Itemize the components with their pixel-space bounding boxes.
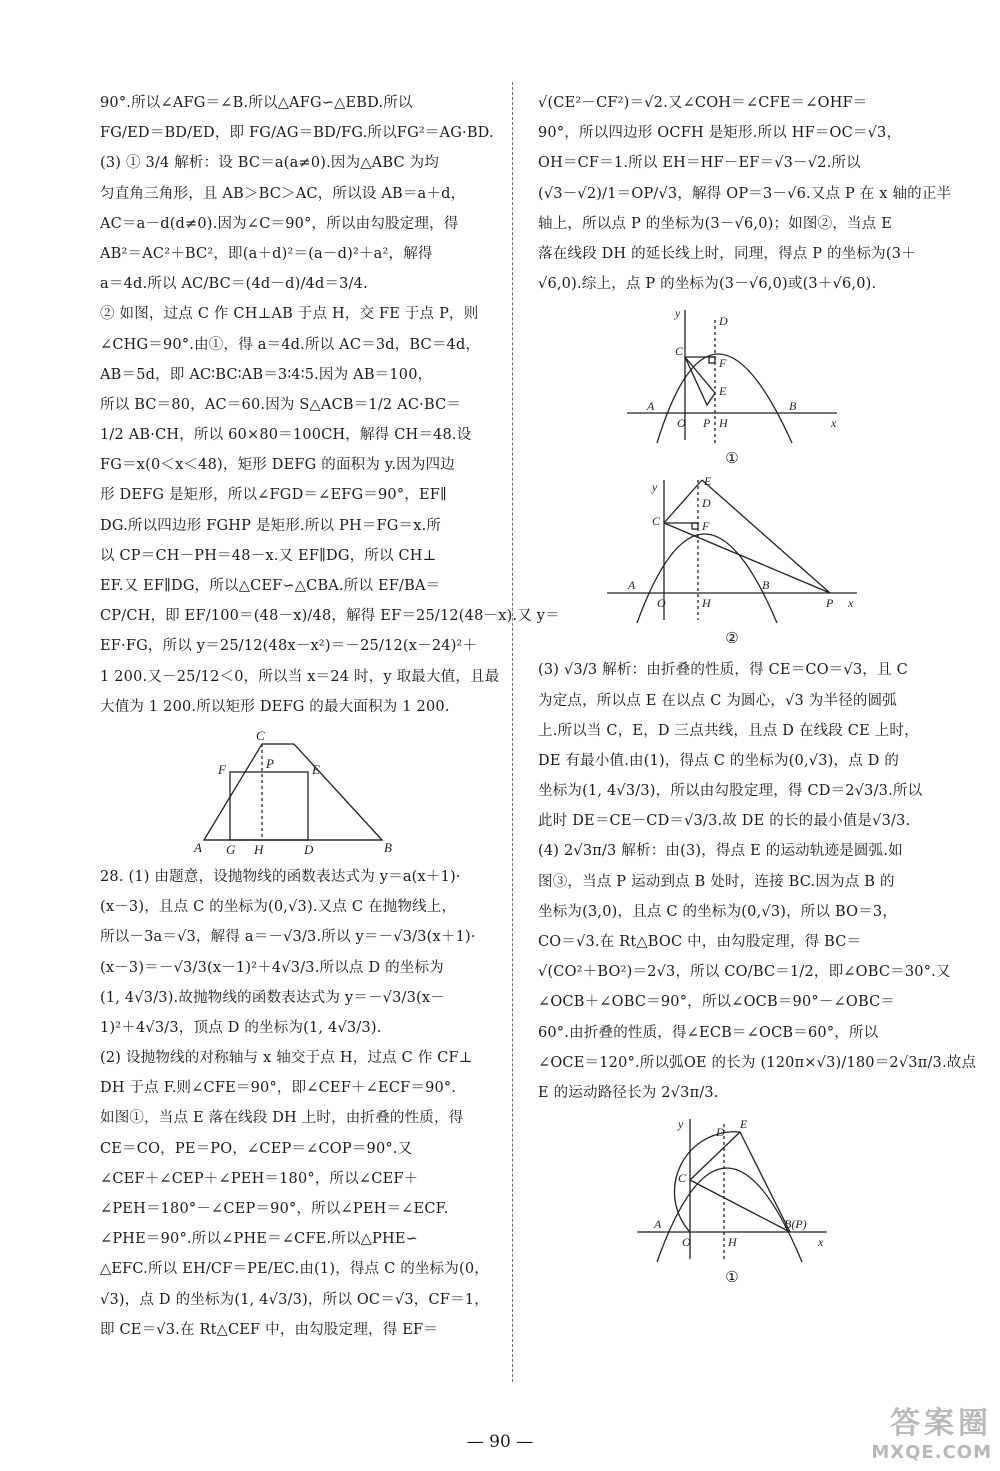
- svg-text:x: x: [818, 1235, 824, 1250]
- text-line: DG.所以四边形 FGHP 是矩形.所以 PH＝FG＝x.所: [100, 517, 442, 534]
- svg-text:y: y: [678, 1117, 684, 1132]
- text-line: 所以－3a＝√3，解得 a＝－√3/3.所以 y＝－√3/3(x＋1)·: [100, 929, 476, 946]
- figure-3-label: ①: [725, 1268, 739, 1287]
- text-line: (√3－√2)/1＝OP/√3，解得 OP＝3－√6.又点 P 在 x 轴的正半: [538, 185, 952, 202]
- text-line: CP/CH，即 EF/100＝(48－x)/48，解得 EF＝25/12(48－x).又 y＝: [100, 608, 560, 625]
- left-text-block-a: [100, 88, 560, 722]
- text-line: 上.所以当 C，E，D 三点共线，且点 D 在线段 CE 上时，: [538, 722, 919, 739]
- svg-text:C: C: [652, 514, 661, 529]
- text-line: (2) 设抛物线的对称轴与 x 轴交于点 H，过点 C 作 CF⊥: [100, 1050, 473, 1067]
- svg-text:H: H: [728, 1235, 737, 1250]
- figure-2: [602, 475, 862, 625]
- text-line: 匀直角三角形，且 AB＞BC＞AC，所以设 AB＝a＋d，: [100, 185, 466, 202]
- text-line: 90°，所以四边形 OCFH 是矩形.所以 HF＝OC＝√3，: [538, 125, 902, 142]
- text-line: ∠OCB＋∠OBC＝90°，所以∠OCB＝90°－∠OBC＝: [538, 994, 896, 1011]
- text-line: (x－3)＝－√3/3(x－1)²＋4√3/3.所以点 D 的坐标为: [100, 959, 444, 976]
- text-line: 坐标为(1, 4√3/3)，所以由勾股定理，得 CD＝2√3/3.所以: [538, 783, 923, 800]
- svg-text:H: H: [702, 596, 711, 611]
- label-F: F: [218, 761, 226, 777]
- text-line: (3) ① 3/4 解析：设 BC＝a(a≠0).因为△ABC 为均: [100, 155, 439, 172]
- svg-text:y: y: [675, 306, 681, 321]
- left-text-block-b: [100, 862, 488, 1345]
- text-line: 图③，当点 P 运动到点 B 处时，连接 BC.因为点 B 的: [538, 873, 895, 890]
- text-line: ∠PEH＝180°－∠CEP＝90°，所以∠PEH＝∠ECF.: [100, 1201, 449, 1217]
- text-line: 形 DEFG 是矩形，所以∠FGD＝∠EFG＝90°，EF∥: [100, 487, 447, 504]
- svg-text:D: D: [702, 496, 711, 511]
- text-line: 1 200.又－25/12＜0，所以当 x＝24 时，y 取最大值，且最: [100, 668, 500, 685]
- text-line: AC＝a－d(d≠0).因为∠C＝90°，所以由勾股定理，得: [100, 215, 459, 232]
- column-divider: [512, 82, 513, 1382]
- text-line: ∠CHG＝90°.由①，得 a＝4d.所以 AC＝3d，BC＝4d，: [100, 336, 481, 353]
- text-line: FG＝x(0＜x＜48)，矩形 DEFG 的面积为 y.因为四边: [100, 457, 455, 474]
- text-line: 1/2 AB·CH，所以 60×80＝100CH，解得 CH＝48.设: [100, 427, 472, 444]
- svg-text:P: P: [826, 596, 834, 611]
- text-line: √3)，点 D 的坐标为(1, 4√3/3)，所以 OC＝√3，CF＝1，: [100, 1291, 489, 1308]
- text-line: ∠OCE＝120°.所以弧OE 的长为 (120π×√3)/180＝2√3π/3.故点: [538, 1054, 977, 1071]
- text-line: (3) √3/3 解析：由折叠的性质，得 CE＝CO＝√3，且 C: [538, 662, 908, 679]
- text-line: FG/ED＝BD/ED，即 FG/AG＝BD/FG.所以FG²＝AG·BD.: [100, 125, 494, 142]
- text-line: ② 如图，过点 C 作 CH⊥AB 于点 H，交 FE 于点 P，则: [100, 306, 479, 323]
- text-line: E 的运动路径长为 2√3π/3.: [538, 1084, 719, 1101]
- watermark-url: MXQE.COM: [871, 1442, 992, 1463]
- svg-text:F: F: [702, 519, 710, 534]
- parabola-diagram-3: [632, 1114, 832, 1264]
- svg-text:y: y: [652, 480, 658, 495]
- text-line: 以 CP＝CH－PH＝48－x.又 EF∥DG，所以 CH⊥: [100, 547, 437, 564]
- right-text-block-b: [538, 655, 977, 1108]
- trapezoid-figure: [194, 728, 394, 858]
- parabola-diagram-2: [602, 475, 862, 625]
- svg-text:F: F: [719, 356, 727, 371]
- figure-2-label: ②: [725, 629, 739, 648]
- svg-text:x: x: [848, 596, 854, 611]
- svg-text:x: x: [831, 416, 837, 431]
- label-E: E: [312, 761, 320, 777]
- label-A: A: [194, 839, 202, 855]
- text-line: EF.又 EF∥DG，所以△CEF∽△CBA.所以 EF/BA＝: [100, 578, 441, 594]
- watermark-title: 答案圈: [890, 1406, 992, 1441]
- text-line: 1)²＋4√3/3，顶点 D 的坐标为(1, 4√3/3).: [100, 1019, 382, 1036]
- figure-1-label: ①: [725, 449, 739, 468]
- svg-text:P: P: [703, 416, 711, 431]
- text-line: 所以 BC＝80，AC＝60.因为 S△ACB＝1/2 AC·BC＝: [100, 396, 462, 413]
- text-line: ∠CEF＋∠CEP＋∠PEH＝180°，所以∠CEF＋: [100, 1170, 419, 1187]
- text-line: 90°.所以∠AFG＝∠B.所以△AFG∽△EBD.所以: [100, 95, 413, 111]
- text-line: 28. (1) 由题意，设抛物线的函数表达式为 y＝a(x＋1)·: [100, 868, 461, 885]
- text-line: (1, 4√3/3).故抛物线的函数表达式为 y＝－√3/3(x－: [100, 989, 445, 1006]
- svg-text:E: E: [740, 1117, 748, 1132]
- svg-text:A: A: [628, 578, 636, 593]
- text-line: √(CE²－CF²)＝√2.又∠COH＝∠CFE＝∠OHF＝: [538, 95, 868, 111]
- label-P: P: [266, 755, 274, 771]
- label-D: D: [304, 841, 314, 857]
- svg-text:O: O: [677, 416, 686, 431]
- text-line: CE＝CO，PE＝PO，∠CEP＝∠COP＝90°.又: [100, 1140, 413, 1157]
- text-line: DH 于点 F.则∠CFE＝90°，即∠CEF＋∠ECF＝90°.: [100, 1080, 457, 1097]
- svg-text:O: O: [657, 596, 666, 611]
- svg-text:A: A: [654, 1217, 662, 1232]
- page-number: — 90 —: [466, 1432, 534, 1452]
- text-line: EF·FG，所以 y＝25/12(48x－x²)＝－25/12(x－24)²＋: [100, 638, 478, 655]
- svg-text:B: B: [789, 399, 797, 414]
- text-line: ∠PHE＝90°.所以∠PHE＝∠CFE.所以△PHE∽: [100, 1231, 418, 1248]
- figure-3: [632, 1114, 832, 1264]
- text-line: △EFC.所以 EH/CF＝PE/EC.由(1)，得点 C 的坐标为(0，: [100, 1261, 489, 1278]
- svg-text:H: H: [719, 416, 728, 431]
- text-line: (x－3)，且点 C 的坐标为(0,√3).又点 C 在抛物线上，: [100, 899, 457, 916]
- left-column: [100, 88, 560, 1345]
- text-line: 60°.由折叠的性质，得∠ECB＝∠OCB＝60°，所以: [538, 1024, 879, 1041]
- svg-text:B(P): B(P): [784, 1217, 807, 1232]
- text-line: √6,0).综上，点 P 的坐标为(3－√6,0)或(3＋√6,0).: [538, 276, 877, 293]
- text-line: 为定点，所以点 E 在以点 C 为圆心，√3 为半径的圆弧: [538, 692, 897, 709]
- svg-text:D: D: [719, 314, 728, 329]
- svg-text:A: A: [647, 399, 655, 414]
- parabola-diagram-1: [617, 305, 847, 445]
- text-line: 即 CE＝√3.在 Rt△CEF 中，由勾股定理，得 EF＝: [100, 1321, 438, 1338]
- trapezoid-diagram: [194, 728, 394, 858]
- text-line: AB²＝AC²＋BC²，即(a＋d)²＝(a－d)²＋a²，解得: [100, 245, 433, 262]
- label-C: C: [256, 727, 265, 743]
- text-line: DE 有最小值.由(1)，得点 C 的坐标为(0,√3)，点 D 的: [538, 752, 900, 769]
- right-column: [538, 88, 977, 1294]
- svg-text:B: B: [762, 578, 770, 593]
- text-line: 落在线段 DH 的延长线上时，同理，得点 P 的坐标为(3＋: [538, 245, 916, 262]
- text-line: a＝4d.所以 AC/BC＝(4d－d)/4d＝3/4.: [100, 276, 368, 293]
- svg-text:E: E: [704, 474, 712, 489]
- watermark-logo: [871, 1398, 992, 1463]
- right-text-block-a: [538, 88, 952, 299]
- text-line: OH＝CF＝1.所以 EH＝HF－EF＝√3－√2.所以: [538, 155, 861, 172]
- text-line: (4) 2√3π/3 解析：由(3)，得点 E 的运动轨迹是圆弧.如: [538, 843, 903, 860]
- svg-text:O: O: [682, 1235, 691, 1250]
- text-line: 坐标为(3,0)，且点 C 的坐标为(0,√3)，所以 BO＝3，: [538, 903, 898, 920]
- text-line: CO＝√3.在 Rt△BOC 中，由勾股定理，得 BC＝: [538, 934, 862, 950]
- label-H: H: [254, 841, 264, 857]
- text-line: 轴上，所以点 P 的坐标为(3－√6,0)；如图②，当点 E: [538, 215, 893, 232]
- svg-text:E: E: [719, 384, 727, 399]
- text-line: 此时 DE＝CE－CD＝√3/3.故 DE 的长的最小值是√3/3.: [538, 813, 911, 830]
- text-line: √(CO²＋BO²)＝2√3，所以 CO/BC＝1/2，即∠OBC＝30°.又: [538, 964, 951, 981]
- label-G: G: [226, 841, 236, 857]
- text-line: AB＝5d，即 AC∶BC∶AB＝3∶4∶5.因为 AB＝100，: [100, 366, 433, 383]
- figure-1: [617, 305, 847, 445]
- text-line: 大值为 1 200.所以矩形 DEFG 的最大面积为 1 200.: [100, 698, 450, 715]
- svg-text:D: D: [716, 1125, 725, 1140]
- svg-text:C: C: [675, 344, 684, 359]
- text-line: 如图①，当点 E 落在线段 DH 上时，由折叠的性质，得: [100, 1110, 464, 1127]
- label-B: B: [384, 839, 392, 855]
- svg-text:C: C: [678, 1171, 687, 1186]
